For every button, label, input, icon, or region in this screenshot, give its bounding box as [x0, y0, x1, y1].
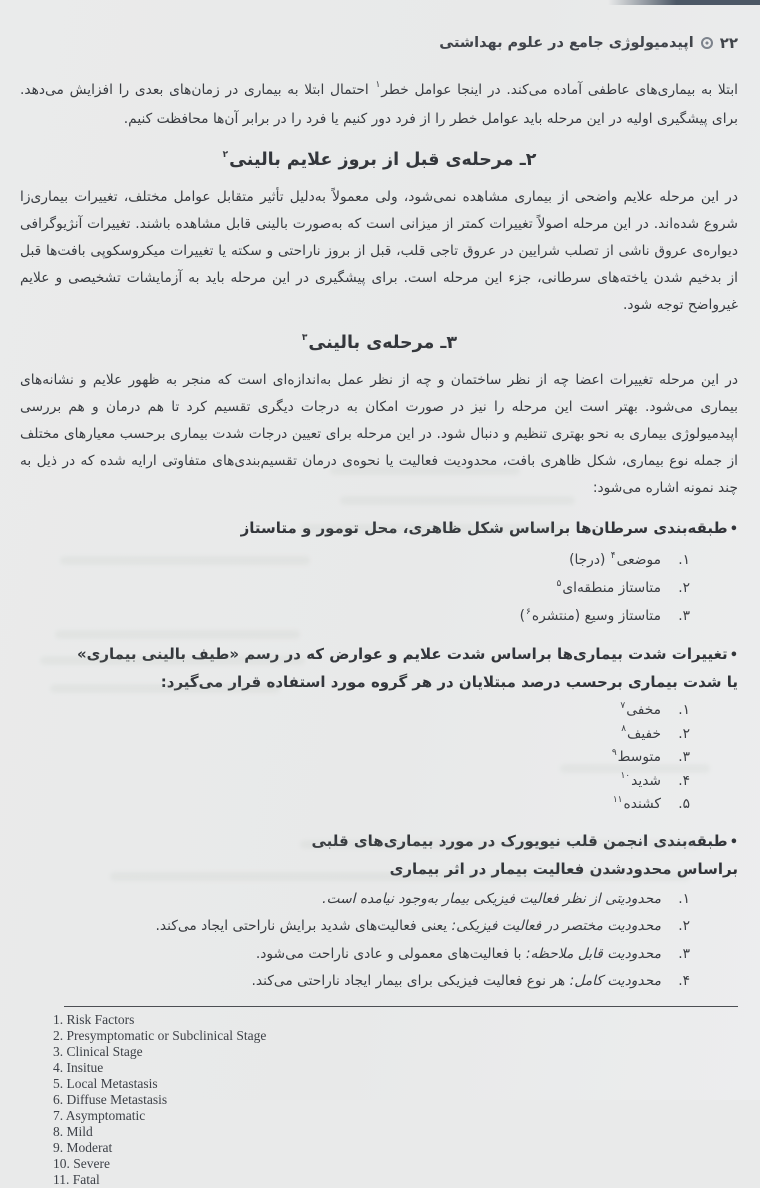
list-item	[20, 913, 690, 941]
section-heading-preclinical	[20, 150, 738, 170]
page-number: ۲۲	[719, 34, 738, 52]
heading-text: یا شدت بیماری برحسب درصد مبتلایان در هر گروه مورد استفاده قرار می‌گیرد:	[160, 673, 738, 692]
section-title: ۳ـ مرحله‌ی بالینی	[308, 332, 458, 353]
footnote-ref-3: ۳	[301, 332, 308, 343]
item-text: کشنده$^{۱۱}$	[612, 794, 661, 813]
item-number: ۲.	[678, 918, 690, 935]
clinical-paragraph: در این مرحله تغییرات اعضا چه از نظر ساختمان و چه از نظر عمل به‌اندازه‌ای است که منجر به ظهور علایم و نشانه‌های بیماری می‌شود. بهتر است این مرحله را نیز در صورت امکان به درجات دیگری تقسیم کرد تا هم درمان و هم بررسی اپیدمیولوژی بیماری به نحو بهتری تنظیم و دنبال شود. در این مرحله برای تعیین درجات شدت بیماری برحسب معیارهای مختلف از جمله نوع بیماری، شکل ظاهری بافت، محدودیت فعالیت یا نحوه‌ی درمان تقسیم‌بندی‌های متفاوتی ارایه شده که در ذیل به چند نمونه اشاره می‌شود:	[20, 371, 738, 496]
list-item	[20, 699, 690, 723]
footnote: 6. Diffuse Metastasis	[53, 1091, 168, 1107]
list-item	[20, 886, 690, 914]
footnote-divider	[64, 1006, 738, 1007]
footnote: 5. Local Metastasis	[53, 1075, 158, 1091]
item-text: محدودیت مختصر در فعالیت فیزیکی: یعنی فعالیت‌های شدید برایش ناراحتی ایجاد می‌کند.	[155, 918, 661, 935]
item-text: محدودیت کامل: هر نوع فعالیت فیزیکی برای بیمار ایجاد ناراحتی می‌کند.	[251, 973, 661, 990]
book-title: اپیدمیولوژی جامع در علوم بهداشتی	[439, 35, 694, 51]
heading-text: طبقه‌بندی سرطان‌ها براساس شکل ظاهری، محل تومور و متاستاز	[240, 519, 728, 538]
footnote: 1. Risk Factors	[53, 1011, 135, 1027]
item-text: شدید$^{۱۰}$	[620, 771, 661, 789]
item-number: ۳.	[678, 749, 690, 766]
nyha-classification-list	[20, 886, 690, 996]
footnote: 7. Asymptomatic	[53, 1107, 146, 1123]
heading-text: طبقه‌بندی انجمن قلب نیویورک در مورد بیماری‌های قلبی	[311, 831, 728, 850]
footnote-ref-11: ۱۱	[612, 794, 623, 805]
item-number: ۲.	[678, 725, 690, 742]
footnote: 3. Clinical Stage	[53, 1043, 143, 1059]
list-item	[20, 574, 690, 602]
item-text: خفیف$^۸$	[621, 724, 661, 742]
list-item	[20, 602, 690, 630]
severity-classification-list	[20, 699, 690, 817]
footnote: 10. Severe	[53, 1155, 110, 1171]
item-number: ۱.	[678, 890, 690, 907]
item-text: محدودیتی از نظر فعالیت فیزیکی بیمار به‌وجود نیامده است.	[322, 890, 661, 907]
intro-text: ابتلا به بیماری‌های عاطفی آماده می‌کند. در اینجا عوامل خطر	[381, 82, 738, 98]
page-header	[20, 34, 738, 52]
footnote-ref-9: ۹	[611, 747, 617, 758]
footnote-ref-10: ۱۰	[620, 771, 631, 782]
nyha-classification-heading	[20, 828, 738, 883]
bullet-icon: •	[729, 834, 738, 850]
bullet-icon: •	[729, 648, 738, 664]
item-number: ۱.	[678, 702, 690, 719]
item-text: متوسط$^۹$	[611, 747, 661, 766]
list-item	[20, 546, 690, 574]
heading-text: تغییرات شدت بیماری‌ها براساس شدت علایم و عوارض که در رسم «طیف بالینی بیماری»	[76, 645, 728, 664]
list-item	[20, 968, 690, 996]
bleedthrough-artifact	[55, 630, 300, 639]
footnote: 9. Moderat	[53, 1139, 113, 1155]
item-text: موضعی$^۴$ (درجا)	[569, 550, 661, 569]
bullet-icon: •	[729, 522, 738, 538]
footnote-ref-5: ۵	[556, 578, 562, 589]
list-item	[20, 723, 690, 747]
footnote-ref-1: ۱	[375, 80, 381, 91]
section-heading-clinical	[20, 333, 738, 353]
item-number: ۴.	[678, 973, 690, 990]
footnote: 4. Insitue	[53, 1059, 104, 1075]
list-item	[20, 941, 690, 969]
footnote-ref-7: ۷	[620, 700, 626, 711]
intro-paragraph	[20, 76, 738, 134]
item-text: متاستاز منطقه‌ای$^۵$	[556, 578, 661, 597]
item-number: ۲.	[678, 580, 690, 597]
section-title: ۲ـ مرحله‌ی قبل از بروز علایم بالینی	[229, 150, 537, 170]
item-text: محدودیت قابل ملاحظه: با فعالیت‌های معمولی و عادی ناراحت می‌شود.	[255, 945, 661, 962]
flower-ornament-icon	[701, 37, 713, 49]
item-number: ۴.	[678, 772, 690, 789]
footnote-ref-2: ۲	[222, 150, 229, 161]
footnote-ref-8: ۸	[621, 724, 627, 735]
severity-classification-heading	[20, 641, 738, 696]
preclinical-paragraph: در این مرحله علایم واضحی از بیماری مشاهده نمی‌شود، ولی معمولاً به‌دلیل تأثیر متقابل عوامل مختلف، تغییرات بیماری‌زا شروع شده‌اند. در این مرحله اصولاً تغییرات کمتر از میزانی است که به‌صورت بالینی قابل مشاهده باشند. تغییرات آنژیوگرافی دیواره‌ی عروق ناشی از تصلب شرایین در عروق تاجی قلب، قبل از بروز ناراحتی و سکته یا تغییرات میکروسکوپی بافت‌ها قبل از بدخیم شدن یاخته‌های سرطانی، جزء این مرحله است. برای پیشگیری در این مرحله باید به آزمایشات تشخیصی و علایم غیرواضح توجه شود.	[20, 188, 738, 313]
footnote-ref-4: ۴	[610, 550, 616, 561]
item-text: مخفی$^۷$	[620, 700, 661, 719]
intro-text: احتمال ابتلا به بیماری در زمان‌های بعدی را افزایش می‌دهد. برای پیشگیری اولیه در این مرحله باید عوامل خطر را از فرد دور کنیم یا فرد را در برابر آن‌ها محافظت کنیم.	[20, 82, 738, 127]
item-number: ۳.	[678, 945, 690, 962]
heading-text: براساس محدودشدن فعالیت بیمار در اثر بیماری	[389, 859, 738, 878]
item-number: ۱.	[678, 552, 690, 569]
list-item	[20, 770, 690, 794]
list-item	[20, 746, 690, 770]
cancer-classification-list	[20, 546, 690, 630]
footnote: 11. Fatal	[53, 1171, 100, 1187]
scan-edge-artifact	[608, 0, 760, 5]
item-text: متاستاز وسیع (منتشره$^۶$)	[519, 606, 661, 625]
footnote: 8. Mild	[53, 1123, 93, 1139]
cancer-classification-heading	[20, 515, 738, 543]
item-number: ۳.	[678, 608, 690, 625]
footnote-ref-6: ۶	[526, 606, 531, 617]
footnote: 2. Presymptomatic or Subclinical Stage	[53, 1027, 267, 1043]
list-item	[20, 793, 690, 817]
item-number: ۵.	[678, 796, 690, 813]
